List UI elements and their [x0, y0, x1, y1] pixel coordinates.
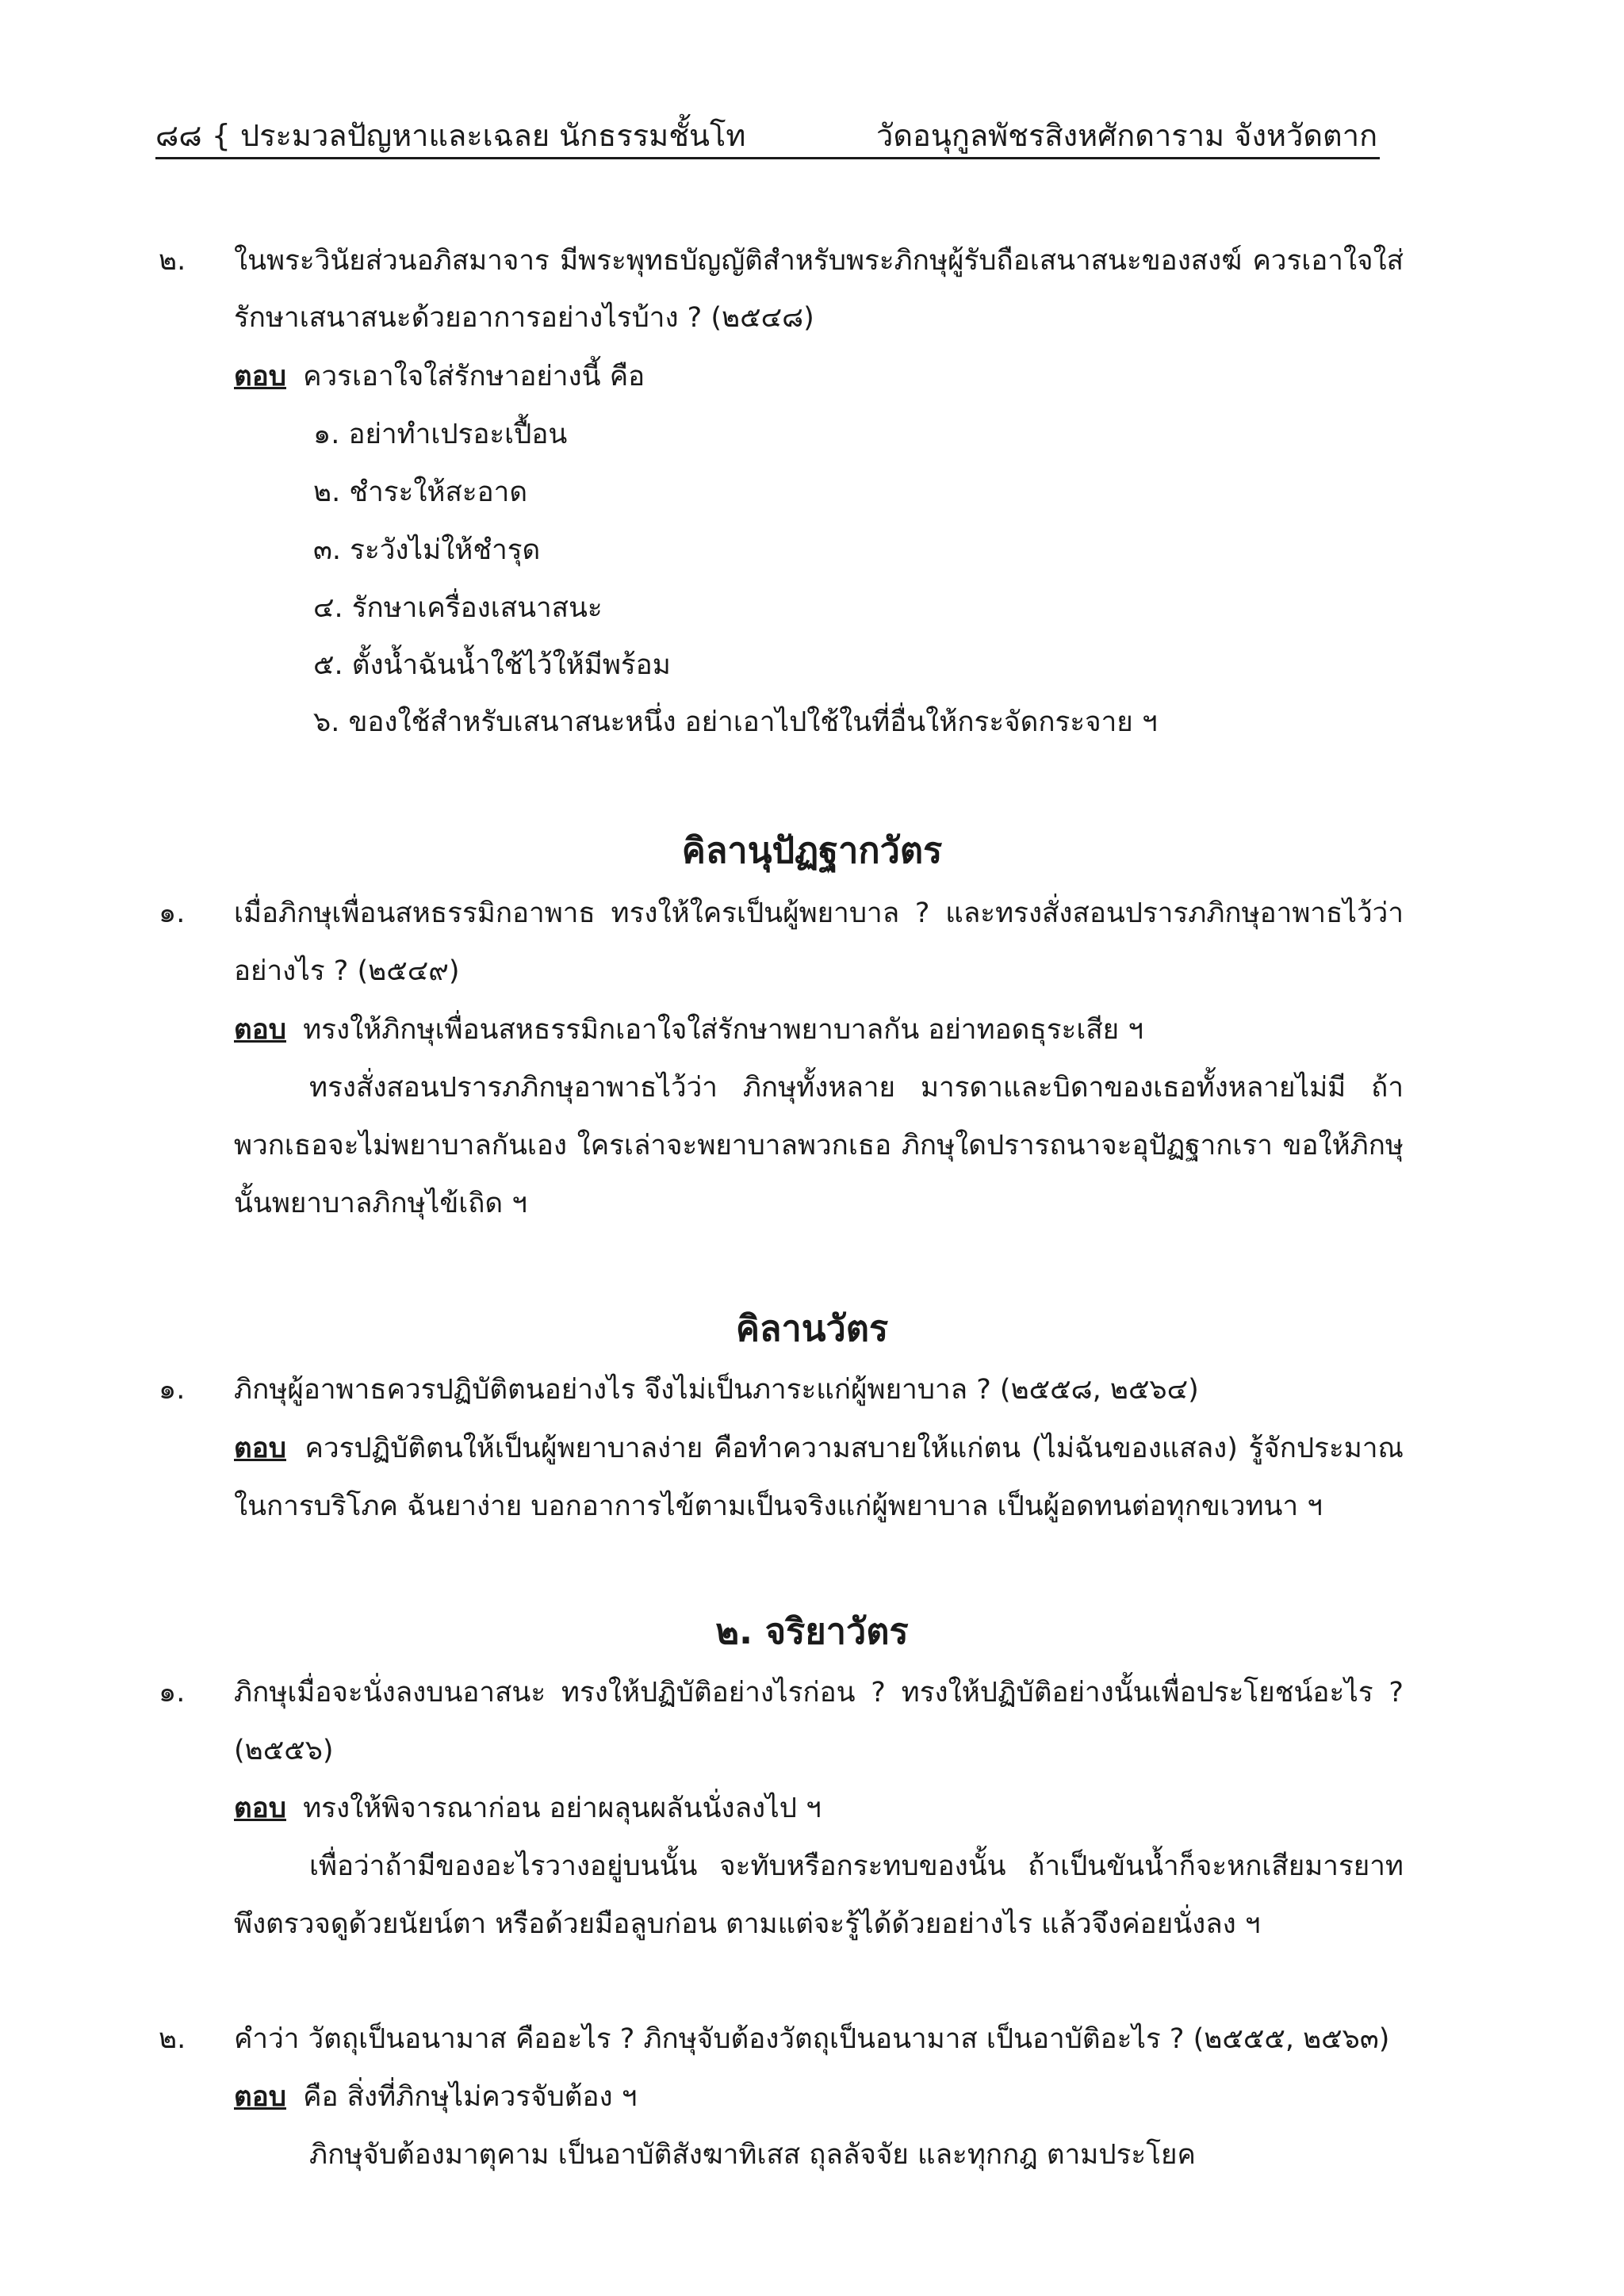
- answer-text: ควรปฏิบัติตนให้เป็นผู้พยาบาลง่าย คือทำความสบายให้แก่ตน (ไม่ฉันของแสลง) รู้จักประมาณ: [304, 1433, 1404, 1464]
- answer-text: ทรงให้ภิกษุเพื่อนสหธรรมิกเอาใจใส่รักษาพยาบาลกัน อย่าทอดธุระเสีย ฯ: [303, 1014, 1143, 1046]
- answer: [234, 1430, 1404, 1467]
- question-line: (๒๕๕๖): [234, 1735, 334, 1766]
- question-number: ๒.: [159, 245, 186, 277]
- answer-text: ในการบริโภค ฉันยาง่าย บอกอาการไข้ตามเป็นจริงแก่ผู้พยาบาล เป็นผู้อดทนต่อทุกขเวทนา ฯ: [234, 1490, 1323, 1522]
- header-divider: [155, 157, 1380, 159]
- question-line: ภิกษุเมื่อจะนั่งลงบนอาสนะ ทรงให้ปฏิบัติอย่างไรก่อน ? ทรงให้ปฏิบัติอย่างนั้นเพื่อประโยชน์อะไร ?: [234, 1677, 1404, 1709]
- answer-text: ทรงให้พิจารณาก่อน อย่าผลุนผลันนั่งลงไป ฯ: [303, 1793, 822, 1824]
- answer-label: ตอบ: [234, 1433, 286, 1464]
- answer: [234, 1012, 1143, 1048]
- question-line: ภิกษุผู้อาพาธควรปฏิบัติตนอย่างไร จึงไม่เป็นภาระแก่ผู้พยาบาล ? (๒๕๕๘, ๒๕๖๔): [234, 1374, 1199, 1406]
- question-number: ๑.: [159, 897, 186, 929]
- list-item: ๑. อย่าทำเปรอะเปื้อน: [313, 419, 568, 450]
- question-line: อย่างไร ? (๒๕๔๙): [234, 955, 460, 987]
- section-heading: คิลานวัตร: [735, 1307, 889, 1349]
- answer-label: ตอบ: [234, 1014, 286, 1046]
- explanation-line: ภิกษุจับต้องมาตุคาม เป็นอาบัติสังฆาทิเสส ถุลลัจจัย และทุกกฎ ตามประโยค: [309, 2139, 1196, 2171]
- explanation-line: นั้นพยาบาลภิกษุไข้เถิด ฯ: [234, 1188, 527, 1219]
- answer-text: ควรเอาใจใส่รักษาอย่างนี้ คือ: [303, 361, 645, 392]
- list-item: ๔. รักษาเครื่องเสนาสนะ: [313, 592, 603, 624]
- list-item: ๖. ของใช้สำหรับเสนาสนะหนึ่ง อย่าเอาไปใช้ในที่อื่นให้กระจัดกระจาย ฯ: [313, 706, 1158, 738]
- list-item: ๒. ชำระให้สะอาด: [313, 476, 528, 508]
- question-number: ๑.: [159, 1677, 186, 1709]
- question-number: ๒.: [159, 2023, 186, 2055]
- answer: [234, 2079, 637, 2115]
- question-line: ในพระวินัยส่วนอภิสมาจาร มีพระพุทธบัญญัติสำหรับพระภิกษุผู้รับถือเสนาสนะของสงฆ์ ควรเอาใจใส่: [234, 245, 1404, 277]
- answer-label: ตอบ: [234, 361, 286, 392]
- explanation-line: พึงตรวจดูด้วยนัยน์ตา หรือด้วยมือลูบก่อน ตามแต่จะรู้ได้ด้วยอย่างไร แล้วจึงค่อยนั่งลง ฯ: [234, 1908, 1261, 1940]
- list-item: ๕. ตั้งน้ำฉันน้ำใช้ไว้ให้มีพร้อม: [313, 649, 671, 681]
- explanation-line: พวกเธอจะไม่พยาบาลกันเอง ใครเล่าจะพยาบาลพวกเธอ ภิกษุใดปรารถนาจะอุปัฏฐากเรา ขอให้ภิกษุ: [234, 1130, 1404, 1161]
- question-line: คำว่า วัตถุเป็นอนามาส คืออะไร ? ภิกษุจับต้องวัตถุเป็นอนามาส เป็นอาบัติอะไร ? (๒๕๕๕, ๒๕๖๓): [234, 2023, 1390, 2055]
- answer: [234, 1790, 822, 1827]
- list-item: ๓. ระวังไม่ให้ชำรุด: [313, 534, 541, 566]
- header-left: ๘๘ { ประมวลปัญหาและเฉลย นักธรรมชั้นโท: [155, 118, 746, 153]
- section-heading: คิลานุปัฏฐากวัตร: [681, 829, 943, 871]
- answer-label: ตอบ: [234, 2081, 286, 2113]
- question-number: ๑.: [159, 1374, 186, 1406]
- section-heading: ๒. จริยาวัตร: [715, 1610, 909, 1652]
- answer-text: คือ สิ่งที่ภิกษุไม่ควรจับต้อง ฯ: [303, 2081, 638, 2113]
- answer: [234, 358, 645, 395]
- question-line: เมื่อภิกษุเพื่อนสหธรรมิกอาพาธ ทรงให้ใครเป็นผู้พยาบาล ? และทรงสั่งสอนปรารภภิกษุอาพาธไว้ว่า: [234, 897, 1404, 929]
- explanation-line: เพื่อว่าถ้ามีของอะไรวางอยู่บนนั้น จะทับหรือกระทบของนั้น ถ้าเป็นขันน้ำก็จะหกเสียมารยาท: [309, 1850, 1404, 1882]
- answer-label: ตอบ: [234, 1793, 286, 1824]
- question-line: รักษาเสนาสนะด้วยอาการอย่างไรบ้าง ? (๒๕๔๘): [234, 302, 814, 334]
- header-right: วัดอนุกูลพัชรสิงหศักดาราม จังหวัดตาก: [876, 118, 1378, 153]
- explanation-line: ทรงสั่งสอนปรารภภิกษุอาพาธไว้ว่า ภิกษุทั้งหลาย มารดาและบิดาของเธอทั้งหลายไม่มี ถ้า: [309, 1072, 1404, 1104]
